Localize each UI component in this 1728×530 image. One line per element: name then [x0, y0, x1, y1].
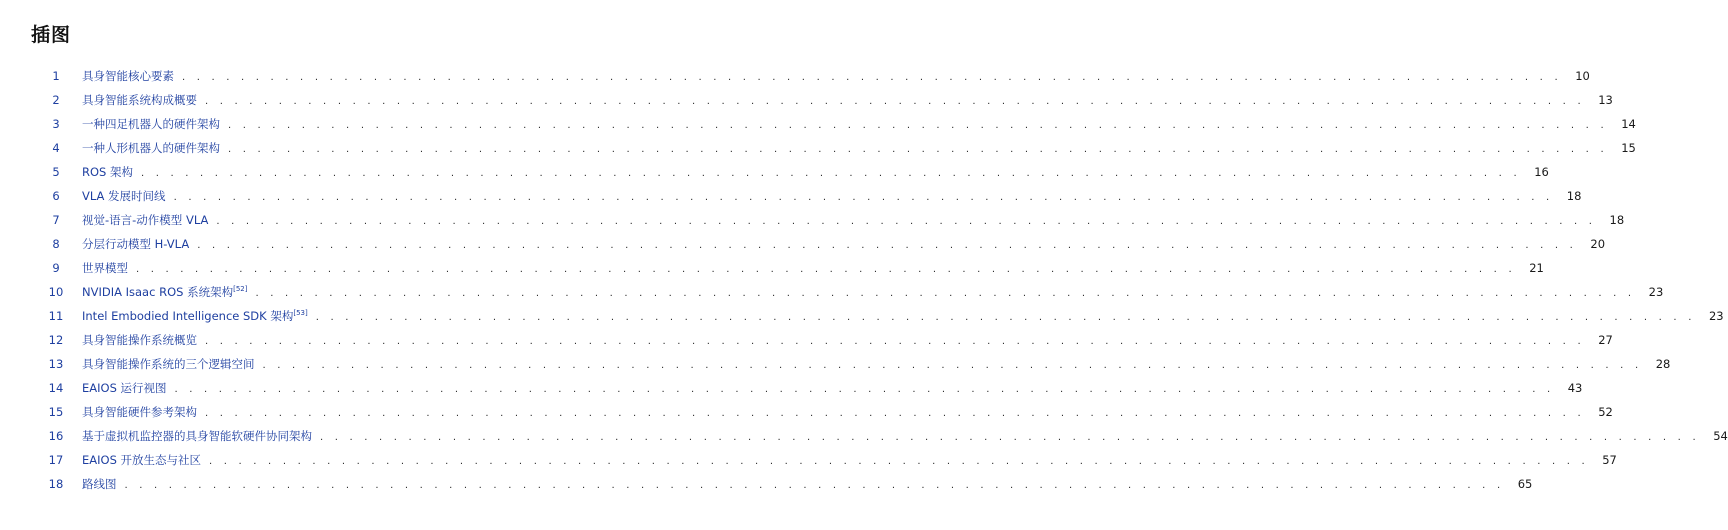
dot-leader: . . . . . . . . . . . . . . . . . . . . . . . . . . . . . . . . . . . . . . . . . . . . . . . . . . . . . . . . . . . . . . . . . . . . . . . . . . . . . . . . . . . . . . . . . . . . . . [197, 240, 1578, 251]
list-of-figures [0, 64, 1728, 496]
figure-link[interactable] [82, 256, 1544, 282]
figure-link[interactable] [82, 208, 1625, 234]
figure-title-text: ROS 架构 [82, 165, 133, 179]
figure-link[interactable] [82, 328, 1613, 354]
figure-entry [0, 352, 1671, 376]
figure-entry [0, 424, 1728, 448]
figure-number: 3 [52, 117, 60, 131]
figure-number: 8 [52, 237, 60, 251]
dot-leader: . . . . . . . . . . . . . . . . . . . . . . . . . . . . . . . . . . . . . . . . . . . . . . . . . . . . . . . . . . . . . . . . . . . . . . . . . . . . . . . . . . . . . . . . . . . . . . [205, 336, 1585, 347]
figure-number: 1 [52, 69, 60, 83]
figure-title-text: 具身智能操作系统概览 [82, 333, 197, 347]
figure-link[interactable] [82, 424, 1728, 450]
figure-title [82, 184, 174, 208]
dot-leader: . . . . . . . . . . . . . . . . . . . . . . . . . . . . . . . . . . . . . . . . . . . . . . . . . . . . . . . . . . . . . . . . . . . . . . . . . . . . . . . . . . . . . . . . . . . . . . [228, 120, 1608, 131]
dot-leader: . . . . . . . . . . . . . . . . . . . . . . . . . . . . . . . . . . . . . . . . . . . . . . . . . . . . . . . . . . . . . . . . . . . . . . . . . . . . . . . . . . . . . . . . . . . . . . [315, 312, 1696, 323]
figure-entry [0, 376, 1583, 400]
figure-title-text: VLA 发展时间线 [82, 189, 166, 203]
figure-title [82, 352, 263, 376]
figure-number: 16 [48, 429, 64, 443]
figure-number: 13 [48, 357, 64, 371]
figure-entry [0, 64, 1590, 88]
figure-title [82, 88, 205, 112]
figure-title-text: 视觉-语言-动作模型 VLA [82, 213, 209, 227]
figure-title-text: Intel Embodied Intelligence SDK 架构 [82, 309, 294, 323]
figure-entry [0, 88, 1613, 112]
figure-number: 2 [52, 93, 60, 107]
figure-title-text: 具身智能硬件参考架构 [82, 405, 197, 419]
figure-title-text: 路线图 [82, 477, 117, 491]
figure-entry [0, 112, 1636, 136]
figure-title [82, 160, 141, 184]
figure-title [82, 472, 125, 496]
figure-link[interactable] [82, 376, 1583, 402]
figure-number: 14 [48, 381, 64, 395]
figure-number: 6 [52, 189, 60, 203]
figure-entry [0, 400, 1613, 424]
figure-entry [0, 160, 1549, 184]
figure-title [82, 424, 320, 448]
figure-title [82, 328, 205, 352]
figure-number: 7 [52, 213, 60, 227]
figure-title-text: 一种四足机器人的硬件架构 [82, 117, 220, 131]
figure-entry [0, 472, 1533, 496]
page-number: 13 [1598, 93, 1613, 107]
page-number: 65 [1517, 477, 1533, 491]
figure-title [82, 208, 216, 232]
figure-link[interactable] [82, 280, 1664, 306]
page-number: 43 [1567, 381, 1583, 395]
dot-leader: . . . . . . . . . . . . . . . . . . . . . . . . . . . . . . . . . . . . . . . . . . . . . . . . . . . . . . . . . . . . . . . . . . . . . . . . . . . . . . . . . . . . . . . . . . . . . . [173, 192, 1554, 203]
figure-title-text: 一种人形机器人的硬件架构 [82, 141, 220, 155]
page-number: 21 [1529, 261, 1544, 275]
dot-leader: . . . . . . . . . . . . . . . . . . . . . . . . . . . . . . . . . . . . . . . . . . . . . . . . . . . . . . . . . . . . . . . . . . . . . . . . . . . . . . . . . . . . . . . . . . . . . . [216, 216, 1597, 227]
figure-title [82, 448, 209, 472]
figure-title-text: NVIDIA Isaac ROS 系统架构 [82, 285, 234, 299]
dot-leader: . . . . . . . . . . . . . . . . . . . . . . . . . . . . . . . . . . . . . . . . . . . . . . . . . . . . . . . . . . . . . . . . . . . . . . . . . . . . . . . . . . . . . . . . . . . . . . [205, 96, 1585, 107]
figure-title-text: 具身智能系统构成概要 [82, 93, 197, 107]
figure-title-text: 具身智能操作系统的三个逻辑空间 [82, 357, 255, 371]
figure-number: 17 [48, 453, 64, 467]
figure-number: 9 [52, 261, 60, 275]
figure-entry [0, 256, 1544, 280]
figure-link[interactable] [82, 184, 1582, 210]
figure-link[interactable] [82, 448, 1617, 474]
figure-title [82, 256, 136, 280]
figure-link[interactable] [82, 304, 1724, 330]
figure-title [82, 232, 197, 256]
figure-title [82, 136, 228, 160]
figure-number: 18 [48, 477, 64, 491]
figure-title [82, 280, 255, 304]
dot-leader: . . . . . . . . . . . . . . . . . . . . . . . . . . . . . . . . . . . . . . . . . . . . . . . . . . . . . . . . . . . . . . . . . . . . . . . . . . . . . . . . . . . . . . . . . . . . . . [205, 408, 1585, 419]
list-of-figures-heading: 插图 [31, 24, 72, 46]
page-number: 57 [1602, 453, 1617, 467]
figure-number: 4 [52, 141, 60, 155]
figure-title-text: EAIOS 开放生态与社区 [82, 453, 202, 467]
figure-title-text: 基于虚拟机监控器的具身智能软硬件协同架构 [82, 429, 312, 443]
dot-leader: . . . . . . . . . . . . . . . . . . . . . . . . . . . . . . . . . . . . . . . . . . . . . . . . . . . . . . . . . . . . . . . . . . . . . . . . . . . . . . . . . . . . . . . . . . . . . . [262, 360, 1643, 371]
page-number: 14 [1621, 117, 1636, 131]
page-number: 23 [1648, 285, 1664, 299]
dot-leader: . . . . . . . . . . . . . . . . . . . . . . . . . . . . . . . . . . . . . . . . . . . . . . . . . . . . . . . . . . . . . . . . . . . . . . . . . . . . . . . . . . . . . . . . . . . . . . [124, 480, 1505, 491]
page-number: 16 [1534, 165, 1549, 179]
figure-number: 5 [52, 165, 60, 179]
figure-link[interactable] [82, 472, 1533, 498]
page-number: 15 [1621, 141, 1636, 155]
page-number: 23 [1708, 309, 1724, 323]
figure-entry [0, 208, 1625, 232]
figure-title-text: EAIOS 运行视图 [82, 381, 167, 395]
figure-entry [0, 304, 1724, 328]
dot-leader: . . . . . . . . . . . . . . . . . . . . . . . . . . . . . . . . . . . . . . . . . . . . . . . . . . . . . . . . . . . . . . . . . . . . . . . . . . . . . . . . . . . . . . . . . . . . . . [228, 144, 1608, 155]
figure-link[interactable] [82, 64, 1590, 90]
page-number: 18 [1566, 189, 1582, 203]
page-number: 18 [1609, 213, 1625, 227]
figure-entry [0, 184, 1582, 208]
figure-link[interactable] [82, 88, 1613, 114]
figure-number: 10 [48, 285, 64, 299]
figure-title-text: 世界模型 [82, 261, 128, 275]
figure-link[interactable] [82, 136, 1636, 162]
dot-leader: . . . . . . . . . . . . . . . . . . . . . . . . . . . . . . . . . . . . . . . . . . . . . . . . . . . . . . . . . . . . . . . . . . . . . . . . . . . . . . . . . . . . . . . . . . . . . . [141, 168, 1521, 179]
citation-ref: [53] [293, 309, 308, 318]
figure-link[interactable] [82, 352, 1671, 378]
figure-title [82, 112, 228, 136]
dot-leader: . . . . . . . . . . . . . . . . . . . . . . . . . . . . . . . . . . . . . . . . . . . . . . . . . . . . . . . . . . . . . . . . . . . . . . . . . . . . . . . . . . . . . . . . . . . . . . [136, 264, 1516, 275]
figure-entry [0, 280, 1664, 304]
page-number: 10 [1575, 69, 1590, 83]
figure-title [82, 376, 175, 400]
dot-leader: . . . . . . . . . . . . . . . . . . . . . . . . . . . . . . . . . . . . . . . . . . . . . . . . . . . . . . . . . . . . . . . . . . . . . . . . . . . . . . . . . . . . . . . . . . . . . . [182, 72, 1562, 83]
figure-title [82, 64, 182, 88]
figure-number: 12 [48, 333, 64, 347]
dot-leader: . . . . . . . . . . . . . . . . . . . . . . . . . . . . . . . . . . . . . . . . . . . . . . . . . . . . . . . . . . . . . . . . . . . . . . . . . . . . . . . . . . . . . . . . . . . . . . [209, 456, 1589, 467]
figure-number: 11 [48, 309, 64, 323]
figure-link[interactable] [82, 112, 1636, 138]
page-number: 20 [1590, 237, 1606, 251]
dot-leader: . . . . . . . . . . . . . . . . . . . . . . . . . . . . . . . . . . . . . . . . . . . . . . . . . . . . . . . . . . . . . . . . . . . . . . . . . . . . . . . . . . . . . . . . . . . . . . [255, 288, 1636, 299]
dot-leader: . . . . . . . . . . . . . . . . . . . . . . . . . . . . . . . . . . . . . . . . . . . . . . . . . . . . . . . . . . . . . . . . . . . . . . . . . . . . . . . . . . . . . . . . . . . . . . [174, 384, 1555, 395]
page-number: 28 [1655, 357, 1671, 371]
page-number: 54 [1713, 429, 1728, 443]
page-number: 52 [1598, 405, 1613, 419]
figure-entry [0, 448, 1617, 472]
figure-title-text: 分层行动模型 H-VLA [82, 237, 190, 251]
figure-title-text: 具身智能核心要素 [82, 69, 174, 83]
figure-title [82, 304, 316, 328]
figure-entry [0, 328, 1613, 352]
figure-link[interactable] [82, 232, 1606, 258]
figure-entry [0, 136, 1636, 160]
figure-title [82, 400, 205, 424]
figure-number: 15 [48, 405, 64, 419]
citation-ref: [52] [233, 285, 248, 294]
dot-leader: . . . . . . . . . . . . . . . . . . . . . . . . . . . . . . . . . . . . . . . . . . . . . . . . . . . . . . . . . . . . . . . . . . . . . . . . . . . . . . . . . . . . . . . . . . . . . . [320, 432, 1700, 443]
page-number: 27 [1598, 333, 1613, 347]
figure-link[interactable] [82, 160, 1549, 186]
figure-entry [0, 232, 1606, 256]
figure-link[interactable] [82, 400, 1613, 426]
